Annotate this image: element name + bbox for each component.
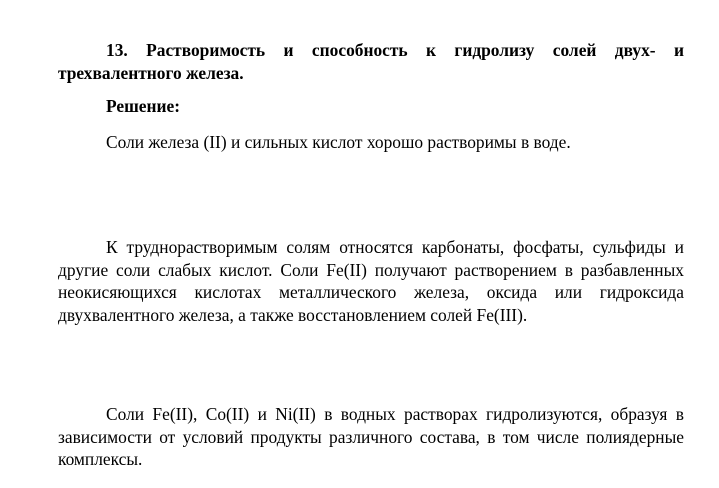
solution-label: Решение: bbox=[106, 96, 181, 116]
paragraph-hydrolysis: Соли Fe(II), Co(II) и Ni(II) в водных растворах гидролизуются, образуя в зависимости от условий продукты различного состава, в том числе полиядерные комплексы. bbox=[58, 404, 684, 469]
paragraph-insoluble-salts: К труднорастворимым солям относятся карбонаты, фосфаты, сульфиды и другие соли слабых кислот. Соли Fe(II) получают растворением в разбавленных неокисяющихся кислотах металлического железа, оксида или гидроксида двухвалентного железа, а также восстановлением солей Fe(III). bbox=[58, 237, 684, 325]
section-heading: 13. Растворимость и способность к гидролизу солей двух- и трехвалентного железа. bbox=[58, 40, 684, 83]
paragraph-solubility: Соли железа (II) и сильных кислот хорошо растворимы в воде. bbox=[106, 132, 571, 152]
